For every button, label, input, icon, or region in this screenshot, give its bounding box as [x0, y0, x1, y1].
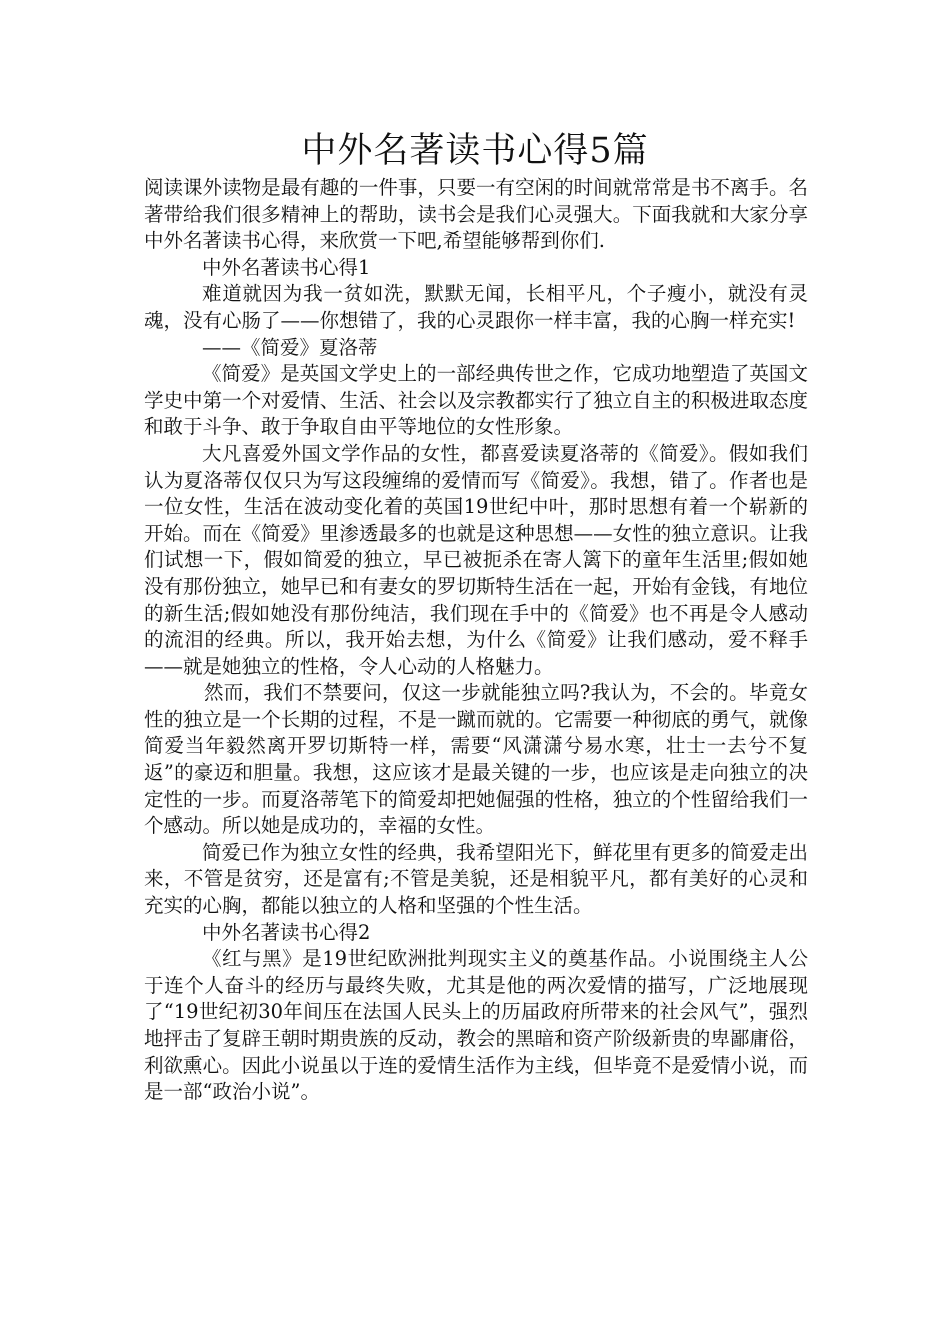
section-heading-2: 中外名著读书心得2 — [202, 920, 371, 944]
document-body — [144, 175, 808, 1106]
section-heading-1: 中外名著读书心得1 — [202, 255, 371, 279]
body-paragraph: 然而，我们不禁要问，仅这一步就能独立吗?我认为，不会的。毕竟女性的独立是一个长期的过程，不是一蹴而就的。它需要一种彻底的勇气，就像简爱当年毅然离开罗切斯特一样，需要“风潇潇兮易水寒，壮士一去兮不复返”的豪迈和胆量。我想，这应该才是最关键的一步，也应该是走向独立的决定性的一步。而夏洛蒂笔下的简爱却把她倔强的性格，独立的个性留给我们一个感动。所以她是成功的，幸福的女性。 — [144, 681, 808, 838]
body-paragraph: 简爱已作为独立女性的经典，我希望阳光下，鲜花里有更多的简爱走出来，不管是贫穷，还是富有;不管是美貌，还是相貌平凡，都有美好的心灵和充实的心胸，都能以独立的人格和坚强的个性生活。 — [144, 840, 808, 918]
quote-paragraph: 难道就因为我一贫如洗，默默无闻，长相平凡，个子瘦小，就没有灵魂，没有心肠了——你想错了，我的心灵跟你一样丰富，我的心胸一样充实! — [144, 282, 808, 332]
quote-attribution: ——《简爱》夏洛蒂 — [202, 335, 378, 359]
body-paragraph: 《简爱》是英国文学史上的一部经典传世之作，它成功地塑造了英国文学史中第一个对爱情、生活、社会以及宗教都实行了独立自主的积极进取态度和敢于斗争、敢于争取自由平等地位的女性形象。 — [144, 362, 808, 439]
intro-paragraph: 阅读课外读物是最有趣的一件事，只要一有空闲的时间就常常是书不离手。名著带给我们很多精神上的帮助，读书会是我们心灵强大。下面我就和大家分享中外名著读书心得，来欣赏一下吧,希望能够帮到你们. — [144, 176, 808, 253]
body-paragraph: 《红与黑》是19世纪欧洲批判现实主义的奠基作品。小说围绕主人公于连个人奋斗的经历与最终失败，尤其是他的两次爱情的描写，广泛地展现了“19世纪初30年间压在法国人民头上的历届政府所带来的社会风气”，强烈地抨击了复辟王朝时期贵族的反动，教会的黑暗和资产阶级新贵的卑鄙庸俗，利欲熏心。因此小说虽以于连的爱情生活作为主线，但毕竟不是爱情小说，而是一部“政治小说”。 — [144, 947, 808, 1104]
document-title: 中外名著读书心得5篇 — [301, 131, 649, 171]
body-paragraph: 大凡喜爱外国文学作品的女性，都喜爱读夏洛蒂的《简爱》。假如我们认为夏洛蒂仅仅只为写这段缠绵的爱情而写《简爱》。我想，错了。作者也是一位女性，生活在波动变化着的英国19世纪中叶，那时思想有着一个崭新的开始。而在《简爱》里渗透最多的也就是这种思想——女性的独立意识。让我们试想一下，假如简爱的独立，早已被扼杀在寄人篱下的童年生活里;假如她没有那份独立，她早已和有妻女的罗切斯特生活在一起，开始有金钱，有地位的新生活;假如她没有那份纯洁，我们现在手中的《简爱》也不再是令人感动的流泪的经典。所以，我开始去想，为什么《简爱》让我们感动，爱不释手——就是她独立的性格，令人心动的人格魅力。 — [144, 441, 808, 678]
